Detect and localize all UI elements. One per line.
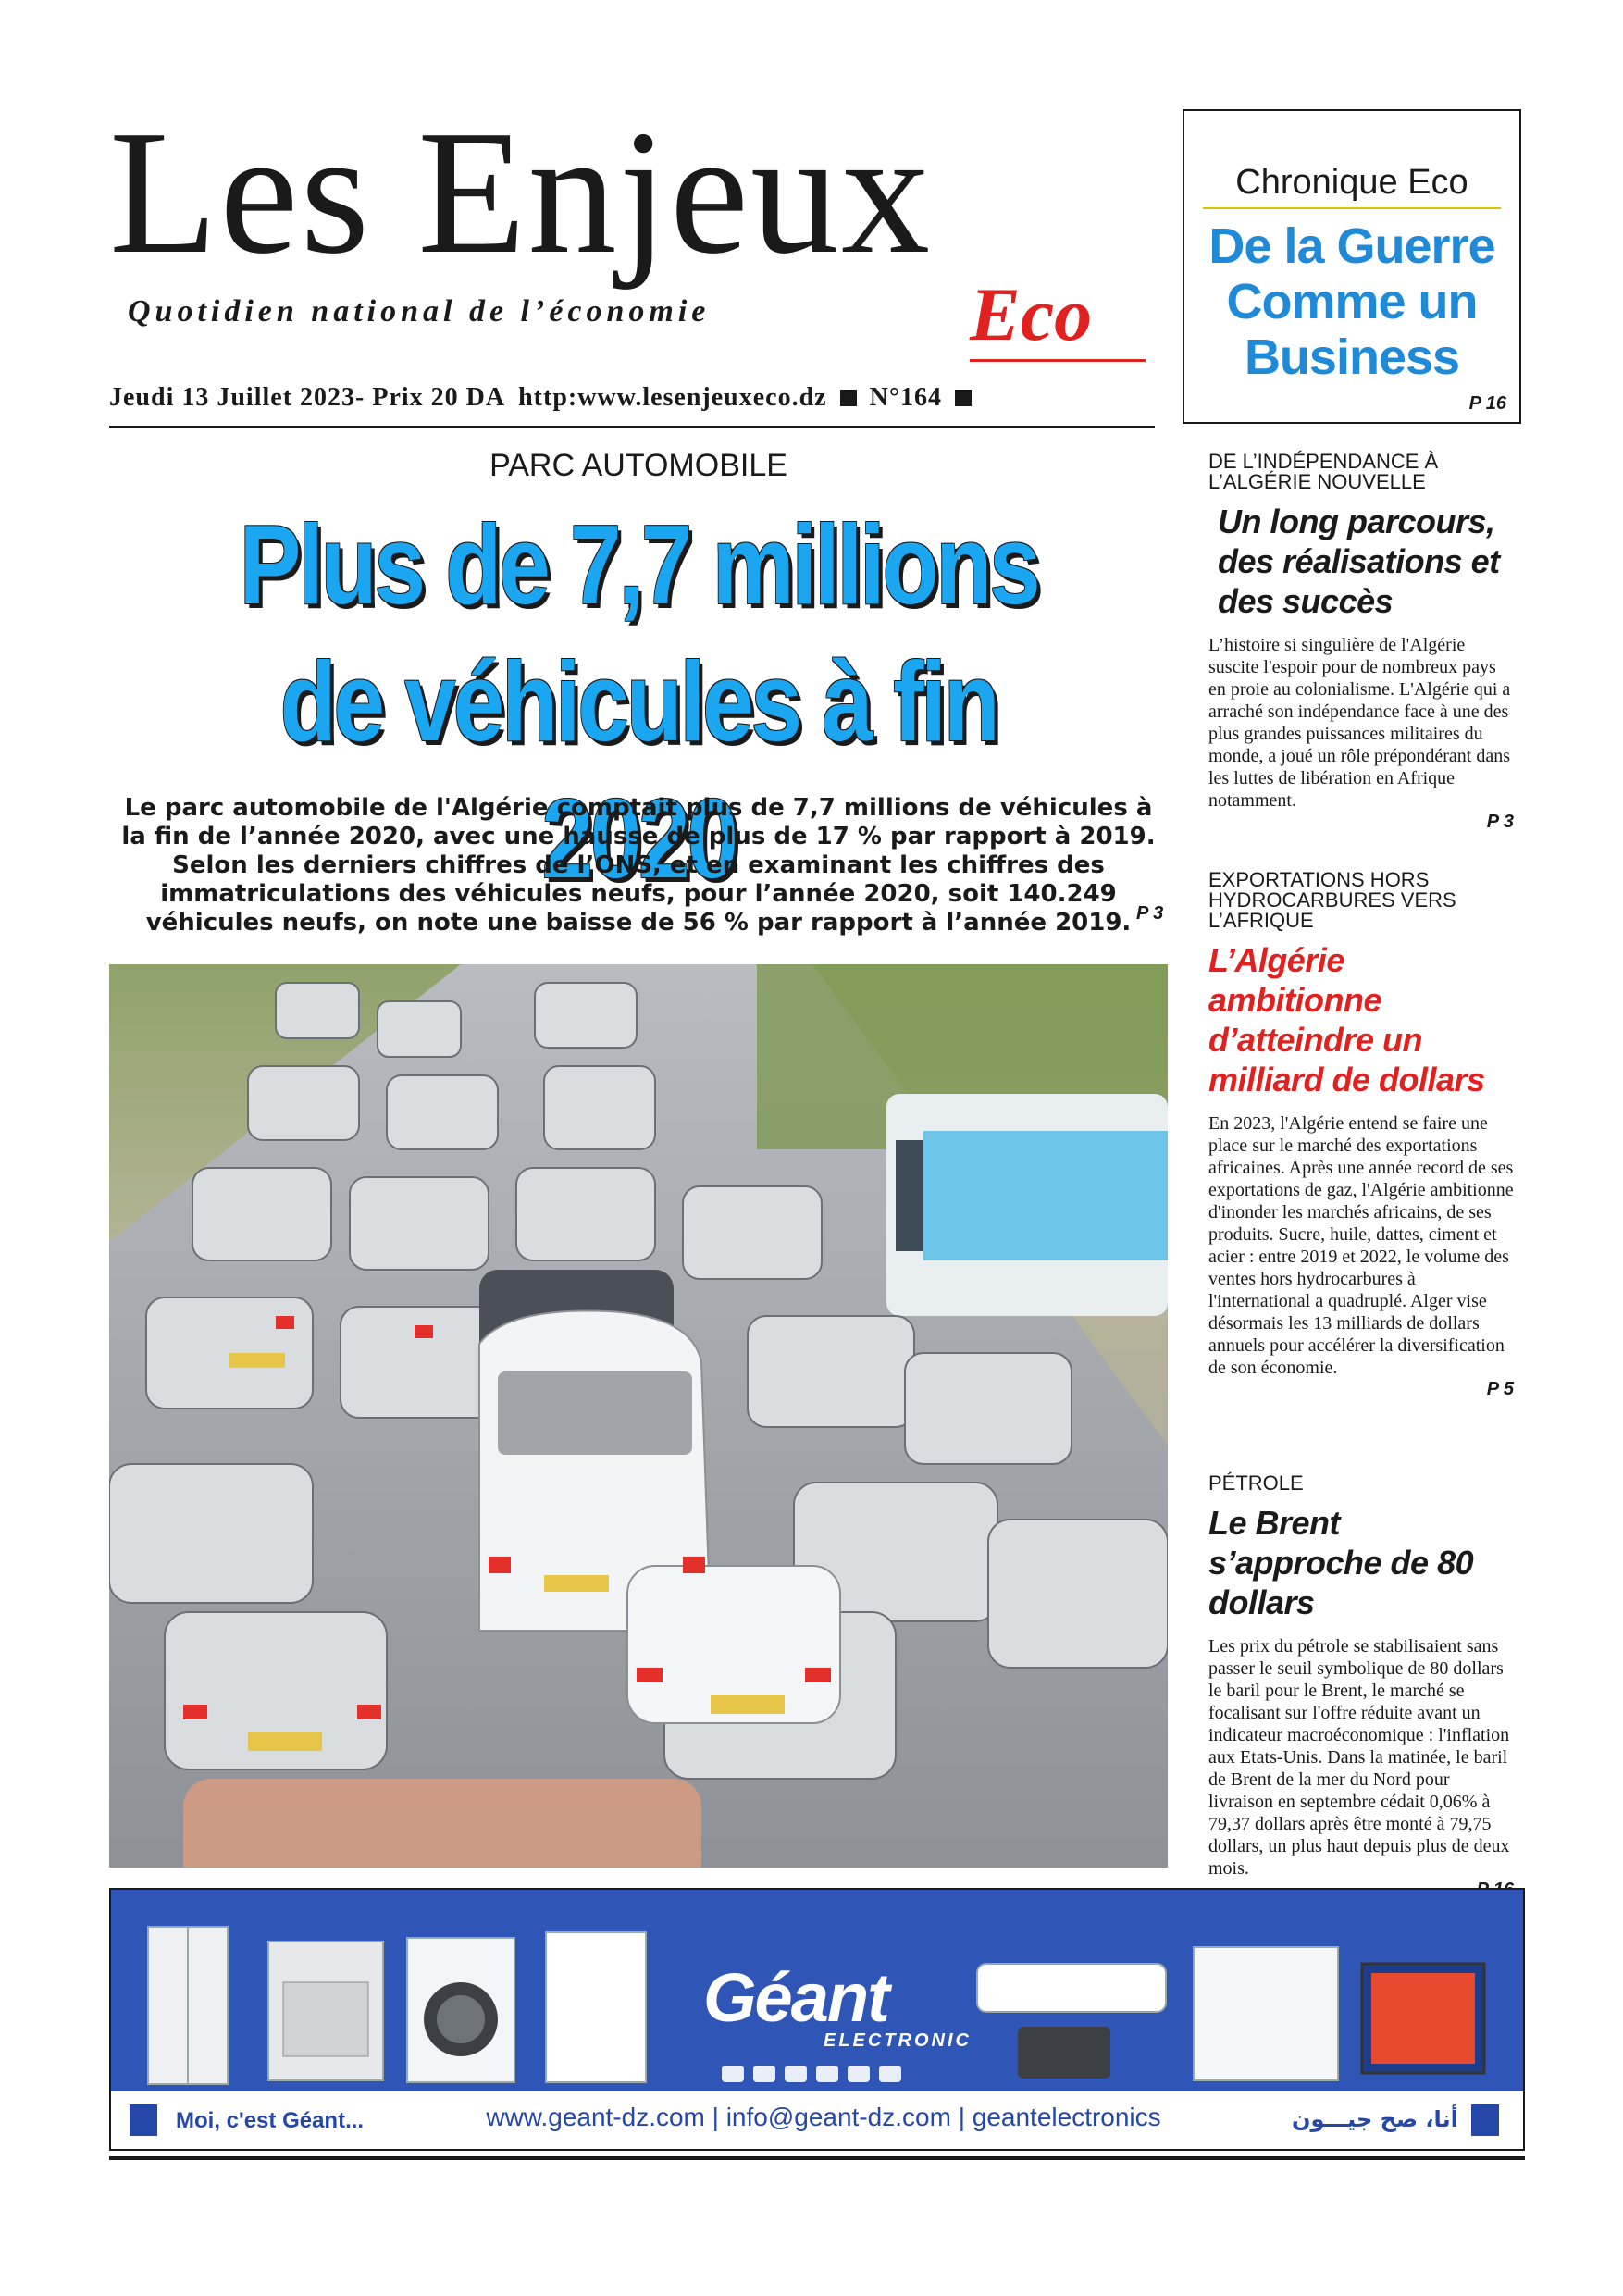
lead-headline-line2: de véhicules à fin 2020 [279, 639, 997, 901]
ad-slogan: Moi, c'est Géant... [176, 2108, 365, 2133]
ad-logo-left-icon [130, 2104, 157, 2136]
issue-line [109, 383, 972, 413]
ad-logo-right-icon [1471, 2104, 1499, 2136]
issue-number: N°164 [869, 383, 943, 412]
sidebar-page-ref: P 5 [1486, 1379, 1514, 1399]
sidebar-headline: L’Algérie ambitionne d’atteindre un milliard de dollars [1208, 941, 1485, 1098]
chronique-title: De la Guerre Comme un Business [1208, 218, 1495, 385]
website-link[interactable]: http:www.lesenjeuxeco.dz [518, 383, 827, 412]
sidebar-kicker: DE L’INDÉPENDANCE À L’ALGÉRIE NOUVELLE [1208, 450, 1439, 493]
traffic-illustration [109, 964, 1168, 1868]
ad-banner-geant[interactable] [109, 1888, 1525, 2151]
masthead-tagline: Quotidien national de l’économie [128, 294, 711, 329]
sidebar-kicker: PÉTROLE [1208, 1471, 1304, 1495]
sidebar-body: Les prix du pétrole se stabilisaient sans passer le seuil symbolique de 80 dollars le baril pour le Brent, le marché se focalisant sur l'offre réduite avant un indicateur macroéconomique : l'inflation aux Etats-Unis. Dans la matinée, le baril de Brent de la mer du Nord pour livraison en septembre cédait 0,06% à 79,37 dollars après être monté à 79,75 dollars, un plus haut depuis plus de deux mois. [1208, 1636, 1510, 1879]
sidebar-article-3[interactable] [1208, 1473, 1514, 1901]
ad-brand: Géant [703, 1959, 888, 2036]
sidebar-headline: Le Brent s’approche de 80 dollars [1208, 1504, 1474, 1621]
eco-underline [970, 359, 1146, 362]
sidebar-body: En 2023, l'Algérie entend se faire une place sur le marché des exportations africaines. Après une année record de ses exportations de gaz, l'Algérie ambitionne d'inonder les marchés africains, de ses produits. Sucre, huile, dattes, ciment et acier : entre 2019 et 2022, le volume des ventes hors hydrocarbures à l'international a quadruplé. Alger vise désormais les 13 milliards de dollars annuels pour accélérer la diversification de son économie. [1208, 1113, 1514, 1378]
masthead-rule [109, 426, 1155, 428]
masthead-title: Les Enjeux [109, 93, 933, 291]
lead-kicker: PARC AUTOMOBILE [489, 448, 787, 483]
lead-page-ref: P 3 [1136, 903, 1164, 924]
square-bullet-icon [840, 390, 857, 406]
lead-photo-traffic [109, 964, 1168, 1868]
chronique-box[interactable] [1183, 109, 1521, 424]
chronique-separator [1203, 207, 1501, 209]
chronique-label: Chronique Eco [1235, 163, 1468, 202]
ad-subbrand: ELECTRONIC [824, 2030, 972, 2051]
square-bullet-icon [955, 390, 972, 406]
issue-date-price: Jeudi 13 Juillet 2023- Prix 20 DA [109, 383, 506, 412]
ad-contacts[interactable]: www.geant-dz.com | info@geant-dz.com | geantelectronics [486, 2103, 1161, 2131]
lead-headline-line1: Plus de 7,7 millions [239, 502, 1038, 627]
sidebar-article-2[interactable] [1208, 870, 1514, 1400]
ad-arabic-slogan: أنا، صح جيـــون [1292, 2106, 1458, 2132]
masthead-eco: Eco [970, 272, 1093, 356]
sidebar-body: L’histoire si singulière de l'Algérie suscite l'espoir pour de nombreux pays en proie au colonialisme. L'Algérie qui a arraché son indépendance face à une des plus grandes puissances militaires du monde, a joué un rôle prépondérant dans les luttes de libération en Afrique notamment. [1208, 635, 1511, 811]
sidebar-kicker: EXPORTATIONS HORS HYDROCARBURES VERS L’AFRIQUE [1208, 868, 1456, 932]
lead-summary: Le parc automobile de l'Algérie comptait plus de 7,7 millions de véhicules à la fin de l’année 2020, avec une hausse de plus de 17 % par rapport à 2019. Selon les derniers chiffres de l’ONS, et en examinant les chiffres des immatriculations des véhicules neufs, pour l’année 2020, soit 140.249 véhicules neufs, on note une baisse de 56 % par rapport à l’année 2019. [121, 794, 1156, 937]
chronique-page-ref: P 16 [1468, 393, 1506, 414]
sidebar-headline: Un long parcours, des réalisations et des succès [1218, 503, 1500, 620]
bottom-rule [109, 2156, 1525, 2160]
sidebar-article-1[interactable] [1208, 452, 1514, 833]
sidebar-page-ref: P 3 [1486, 812, 1514, 832]
